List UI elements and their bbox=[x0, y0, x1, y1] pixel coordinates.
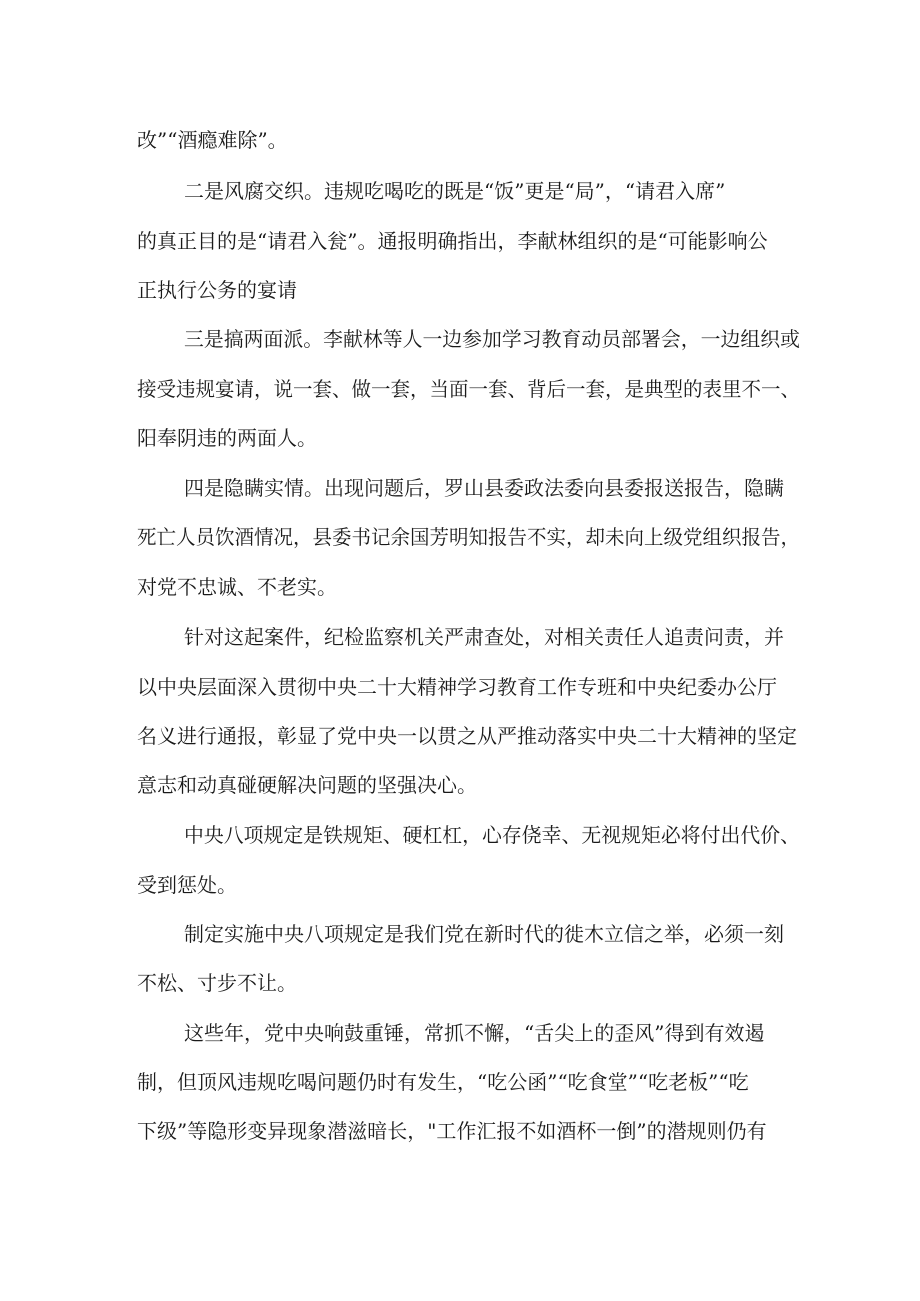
text-line: 以中央层面深入贯彻中央二十大精神学习教育工作专班和中央纪委办公厅 bbox=[137, 675, 777, 699]
text-line: 四是隐瞒实情。出现问题后，罗山县委政法委向县委报送报告，隐瞒 bbox=[184, 476, 784, 500]
text-line: 制，但顶风违规吃喝问题仍时有发生，“吃公函”“吃食堂”“吃老板”“吃 bbox=[137, 1070, 749, 1094]
text-line: 死亡人员饮酒情况，县委书记余国芳明知报告不实，却未向上级党组织报告， bbox=[137, 525, 800, 549]
text-line: 制定实施中央八项规定是我们党在新时代的徙木立信之举，必须一刻 bbox=[184, 922, 784, 946]
text-line: 正执行公务的宴请 bbox=[137, 278, 297, 302]
text-line: 名义进行通报，彰显了党中央一以贯之从严推动落实中央二十大精神的坚定 bbox=[137, 724, 797, 748]
text-line: 二是风腐交织。违规吃喝吃的既是“饭”更是“局”，“请君入席” bbox=[184, 179, 726, 203]
text-line: 阳奉阴违的两面人。 bbox=[137, 426, 317, 450]
text-line: 改”“酒瘾难除”。 bbox=[137, 128, 288, 152]
text-line: 的真正目的是“请君入瓮”。通报明确指出，李献林组织的是“可能影响公 bbox=[137, 229, 768, 253]
text-line: 下级”等隐形变异现象潜滋暗长，"工作汇报不如酒杯一倒”的潜规则仍有 bbox=[137, 1119, 767, 1143]
text-line: 中央八项规定是铁规矩、硬杠杠，心存侥幸、无视规矩必将付出代价、 bbox=[184, 823, 800, 847]
text-line: 这些年，党中央响鼓重锤，常抓不懈，“舌尖上的歪风”得到有效遏 bbox=[184, 1021, 765, 1045]
text-line: 三是搞两面派。李献林等人一边参加学习教育动员部署会，一边组织或 bbox=[184, 327, 800, 351]
text-line: 受到惩处。 bbox=[137, 873, 237, 897]
text-line: 对党不忠诚、不老实。 bbox=[137, 575, 337, 599]
text-line: 不松、寸步不让。 bbox=[137, 971, 297, 995]
text-line: 意志和动真碰硬解决问题的坚强决心。 bbox=[137, 773, 477, 797]
text-line: 接受违规宴请，说一套、做一套，当面一套、背后一套，是典型的表里不一、 bbox=[137, 377, 800, 401]
text-line: 针对这起案件，纪检监察机关严肃查处，对相关责任人追责问责，并 bbox=[184, 625, 784, 649]
